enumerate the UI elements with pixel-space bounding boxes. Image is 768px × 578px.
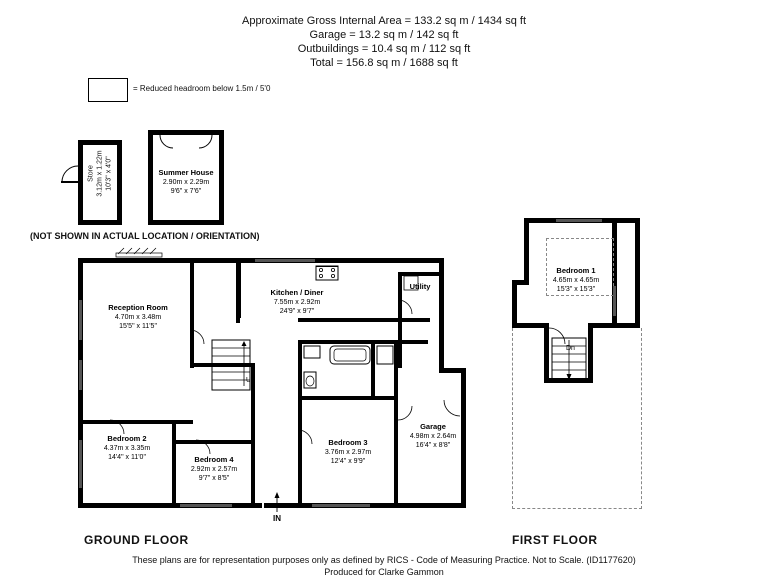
garage-name: Garage (420, 422, 446, 431)
bedroom3-name: Bedroom 3 (328, 438, 368, 447)
stairs-dn-label (566, 344, 590, 353)
bedroom4-metric: 2.92m x 2.57m (190, 466, 238, 473)
utility-name: Utility (409, 282, 431, 291)
store-metric: 3.12m x 1.22m (96, 150, 104, 197)
kitchen-diner-metric: 7.55m x 2.92m (273, 299, 321, 306)
bedroom3-metric: 3.76m x 2.97m (324, 449, 372, 456)
stairs-dn-text: Dn (566, 345, 575, 352)
bedroom1-imperial: 15'3" x 15'3" (556, 286, 596, 293)
ground-floor-title: GROUND FLOOR (84, 533, 189, 547)
ff-window-top (556, 219, 602, 222)
disclaimer-line-2: Produced for Clarke Gammon (324, 567, 444, 577)
bedroom2-imperial: 14'4" x 11'0" (108, 454, 146, 461)
not-shown-note: (NOT SHOWN IN ACTUAL LOCATION / ORIENTATION) (30, 231, 260, 241)
bedroom4-name: Bedroom 4 (194, 455, 234, 464)
summerhouse-metric: 2.90m x 2.29m (162, 179, 210, 186)
disclaimer (0, 554, 768, 578)
garage-imperial: 16'4" x 8'8" (415, 442, 451, 449)
bedroom1-name: Bedroom 1 (556, 266, 596, 275)
reception-room-name: Reception Room (108, 303, 168, 312)
entrance-in-text: IN (273, 514, 281, 523)
kitchen-diner-imperial: 24'9" x 9'7" (279, 308, 315, 315)
store-imperial: 10'3" x 4'0" (105, 156, 113, 191)
reception-room-imperial: 15'5" x 11'5" (119, 323, 157, 330)
reception-room-metric: 4.70m x 3.48m (114, 314, 162, 321)
bedroom1-label (528, 266, 624, 294)
bedroom3-imperial: 12'4" x 9'9" (330, 458, 366, 465)
area-gross-internal: Approximate Gross Internal Area = 133.2 sq m / 1434 sq ft (241, 15, 526, 27)
bedroom4-imperial: 9'7" x 8'5" (198, 475, 230, 482)
store-name: Store (87, 165, 95, 182)
area-garage: Garage = 13.2 sq m / 142 sq ft (309, 29, 459, 41)
bedroom1-metric: 4.65m x 4.65m (552, 277, 600, 284)
stairs-up-text: Up (246, 377, 255, 384)
area-outbuildings: Outbuildings = 10.4 sq m / 112 sq ft (297, 43, 471, 55)
bedroom2-metric: 4.37m x 3.35m (103, 445, 151, 452)
bedroom2-name: Bedroom 2 (107, 434, 147, 443)
garage-metric: 4.98m x 2.64m (409, 433, 457, 440)
kitchen-diner-name: Kitchen / Diner (270, 288, 324, 297)
first-floor-title: FIRST FLOOR (512, 533, 598, 547)
disclaimer-line-1: These plans are for representation purposes only as defined by RICS - Code of Measuring Practice. Not to Scale. (ID1177620) (132, 555, 636, 565)
summerhouse-imperial: 9'6" x 7'6" (170, 188, 202, 195)
area-total: Total = 156.8 sq m / 1688 sq ft (310, 57, 458, 69)
reduced-headroom-legend-label: = Reduced headroom below 1.5m / 5'0 (133, 84, 271, 93)
summerhouse-name: Summer House (158, 168, 214, 177)
